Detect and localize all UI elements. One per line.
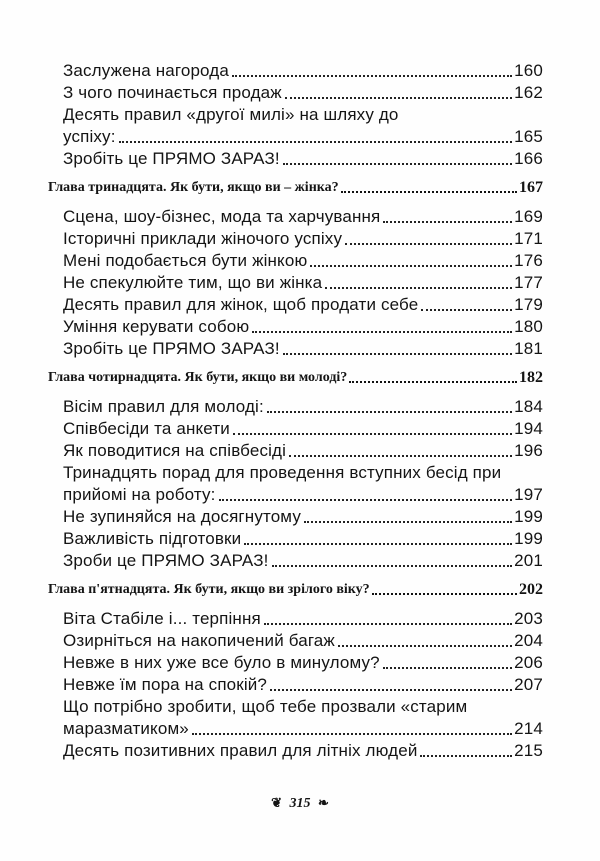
toc-entry-page: 166 (514, 149, 543, 168)
dot-leader (310, 265, 512, 267)
toc-entry-title: Мені подобається бути жінкою (63, 251, 308, 270)
toc-entry (48, 608, 543, 630)
toc-entry-title-line1: Тринадцять порад для проведення вступних бесід при (63, 463, 502, 482)
dot-leader (119, 141, 513, 143)
toc-entry-page: 184 (514, 397, 543, 416)
toc-entry-title: Віта Стабіле і... терпіння (63, 609, 261, 628)
toc-entry (48, 528, 543, 550)
toc-group-chapter-14 (48, 396, 543, 572)
dot-leader (219, 499, 513, 501)
dot-leader (345, 243, 512, 245)
toc-entry-page: 215 (514, 741, 543, 760)
toc-entry-title: маразматиком» (63, 719, 189, 738)
toc-entry-page: 204 (514, 631, 543, 650)
ornament-left-icon: ❦ (271, 795, 282, 810)
dot-leader (420, 755, 512, 757)
chapter-heading-13 (48, 178, 543, 198)
toc-entry (48, 674, 543, 696)
toc-entry-title: Уміння керувати собою (63, 317, 250, 336)
toc-entry-title: успіху: (63, 127, 116, 146)
chapter-page: 202 (519, 581, 543, 598)
toc-entry-page: 165 (514, 127, 543, 146)
dot-leader (304, 521, 512, 523)
toc-entry-title: Не спекулюйте тим, що ви жінка (63, 273, 323, 292)
toc-entry (48, 418, 543, 440)
dot-leader (244, 543, 512, 545)
toc-entry-page: 201 (514, 551, 543, 570)
toc-entry-title: Вісім правил для молоді: (63, 397, 264, 416)
toc-entry (48, 506, 543, 528)
dot-leader (383, 221, 512, 223)
toc-entry-title: Як поводитися на співбесіді (63, 441, 287, 460)
dot-leader (267, 411, 512, 413)
chapter-heading-14 (48, 368, 543, 388)
toc-entry-title: прийомі на роботу: (63, 485, 216, 504)
chapter-title: Глава п'ятнадцята. Як бути, якщо ви зрілого віку? (48, 582, 370, 597)
dot-leader (289, 455, 512, 457)
dot-leader (349, 381, 517, 383)
toc-entry (48, 294, 543, 316)
toc-entry-page: 214 (514, 719, 543, 738)
toc-entry-title: Історичні приклади жіночого успіху (63, 229, 343, 248)
toc-entry-title: Співбесіди та анкети (63, 419, 230, 438)
toc-entry-title: З чого починається продаж (63, 83, 282, 102)
toc-entry-title: Зробіть це ПРЯМО ЗАРАЗ! (63, 339, 280, 358)
toc-entry (48, 338, 543, 360)
dot-leader (325, 287, 512, 289)
toc-entry-title-line1: Що потрібно зробити, щоб тебе прозвали «старим (63, 697, 468, 716)
dot-leader (372, 593, 517, 595)
toc-entry-page: 160 (514, 61, 543, 80)
toc-entry-title: Зроби це ПРЯМО ЗАРАЗ! (63, 551, 269, 570)
chapter-title: Глава чотирнадцята. Як бути, якщо ви молоді? (48, 370, 348, 385)
toc-entry-title: Зробіть це ПРЯМО ЗАРАЗ! (63, 149, 280, 168)
toc-group-pre (48, 60, 543, 170)
dot-leader (270, 689, 512, 691)
toc-entry (48, 228, 543, 250)
toc-entry (48, 462, 543, 506)
toc-entry (48, 550, 543, 572)
dot-leader (285, 97, 512, 99)
page-footer (0, 795, 600, 812)
dot-leader (383, 667, 512, 669)
dot-leader (338, 645, 512, 647)
toc-entry-title: Не зупиняйся на досягнутому (63, 507, 301, 526)
toc-entry (48, 82, 543, 104)
toc-entry-title: Заслужена нагорода (63, 61, 229, 80)
chapter-page: 167 (519, 179, 543, 196)
toc-entry-title: Невже їм пора на спокій? (63, 675, 268, 694)
chapter-heading-15 (48, 580, 543, 600)
dot-leader (232, 75, 512, 77)
ornament-right-icon: ❧ (318, 795, 329, 810)
dot-leader (192, 733, 512, 735)
toc-entry (48, 396, 543, 418)
toc-entry-title: Невже в них уже все було в минулому? (63, 653, 380, 672)
toc-entry-page: 199 (514, 507, 543, 526)
toc-entry (48, 316, 543, 338)
toc-group-chapter-15 (48, 608, 543, 762)
toc-entry (48, 630, 543, 652)
toc-entry (48, 652, 543, 674)
chapter-title: Глава тринадцята. Як бути, якщо ви – жінка? (48, 180, 339, 195)
toc-entry-title: Десять правил для жінок, щоб продати себе (63, 295, 419, 314)
toc-entry (48, 250, 543, 272)
toc-entry-page: 180 (514, 317, 543, 336)
toc-entry-page: 181 (514, 339, 543, 358)
toc-entry (48, 440, 543, 462)
dot-leader (233, 433, 512, 435)
toc-entry-page: 162 (514, 83, 543, 102)
toc-entry-title: Важливість підготовки (63, 529, 242, 548)
toc-group-chapter-13 (48, 206, 543, 360)
toc-entry-title: Озирніться на накопичений багаж (63, 631, 335, 650)
toc-entry-page: 169 (514, 207, 543, 226)
toc-entry-page: 194 (514, 419, 543, 438)
dot-leader (421, 309, 512, 311)
toc-entry-title: Десять позитивних правил для літніх людей (63, 741, 418, 760)
toc-entry-page: 207 (514, 675, 543, 694)
toc-entry (48, 104, 543, 148)
toc-entry (48, 272, 543, 294)
toc-entry-page: 176 (514, 251, 543, 270)
toc-entry-page: 177 (514, 273, 543, 292)
dot-leader (341, 191, 517, 193)
table-of-contents (48, 60, 543, 762)
toc-entry-page: 206 (514, 653, 543, 672)
toc-entry (48, 206, 543, 228)
toc-entry-page: 197 (514, 485, 543, 504)
toc-entry (48, 60, 543, 82)
toc-entry (48, 740, 543, 762)
toc-entry-title: Сцена, шоу-бізнес, мода та харчування (63, 207, 381, 226)
dot-leader (283, 353, 512, 355)
toc-entry-page: 171 (514, 229, 543, 248)
toc-entry-page: 179 (514, 295, 543, 314)
dot-leader (264, 623, 512, 625)
dot-leader (272, 565, 513, 567)
toc-entry-page: 203 (514, 609, 543, 628)
toc-entry (48, 696, 543, 740)
dot-leader (252, 331, 512, 333)
dot-leader (283, 163, 512, 165)
toc-entry-page: 196 (514, 441, 543, 460)
toc-entry-page: 199 (514, 529, 543, 548)
chapter-page: 182 (519, 369, 543, 386)
toc-entry-title-line1: Десять правил «другої милі» на шляху до (63, 105, 399, 124)
page-number: 315 (289, 796, 311, 811)
toc-entry (48, 148, 543, 170)
